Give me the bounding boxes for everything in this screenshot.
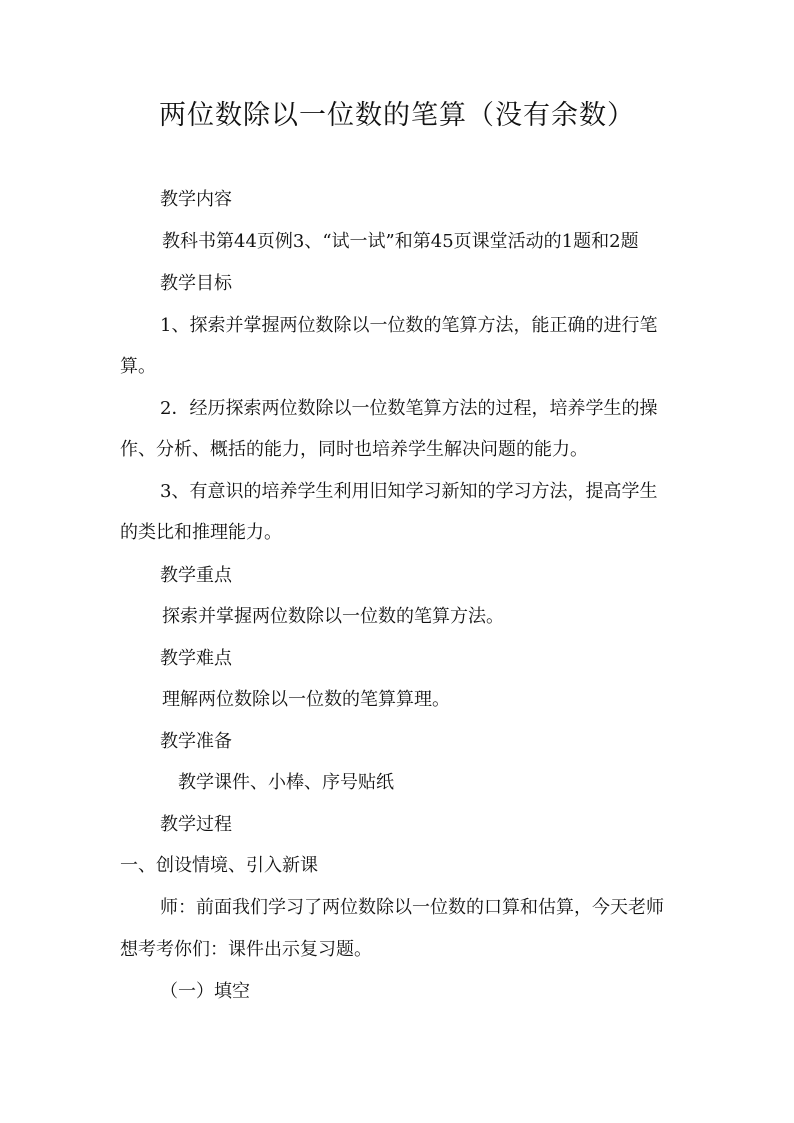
process-heading: 教学过程 xyxy=(160,814,232,835)
goal-1-line-2: 算。 xyxy=(120,356,156,377)
teacher-line-1: 师：前面我们学习了两位数除以一位数的口算和估算，今天老师 xyxy=(160,897,664,918)
goal-2-line-2: 作、分析、概括的能力，同时也培养学生解决问题的能力。 xyxy=(120,439,588,460)
teaching-content-heading: 教学内容 xyxy=(160,189,232,210)
goal-3-line-1: 3、有意识的培养学生利用旧知学习新知的学习方法，提高学生 xyxy=(160,481,658,502)
teacher-line-2: 想考考你们：课件出示复习题。 xyxy=(120,939,372,960)
section-1-heading: 一、创设情境、引入新课 xyxy=(120,855,318,876)
key-point-text: 探索并掌握两位数除以一位数的笔算方法。 xyxy=(162,606,504,627)
subsection-fill-blank: （一）填空 xyxy=(160,981,250,1002)
goal-1-line-1: 1、探索并掌握两位数除以一位数的笔算方法，能正确的进行笔 xyxy=(160,315,658,336)
goal-2-line-1: 2．经历探索两位数除以一位数笔算方法的过程，培养学生的操 xyxy=(160,398,658,419)
difficult-point-heading: 教学难点 xyxy=(160,648,232,669)
document-title: 两位数除以一位数的笔算（没有余数） xyxy=(159,100,635,131)
teaching-goals-heading: 教学目标 xyxy=(160,273,232,294)
teaching-content-text: 教科书第44页例3、“试一试”和第45页课堂活动的1题和2题 xyxy=(162,231,639,252)
goal-3-line-2: 的类比和推理能力。 xyxy=(120,522,282,543)
difficult-point-text: 理解两位数除以一位数的笔算算理。 xyxy=(162,689,450,710)
key-point-heading: 教学重点 xyxy=(160,565,232,586)
preparation-heading: 教学准备 xyxy=(160,731,232,752)
preparation-text: 教学课件、小棒、序号贴纸 xyxy=(178,772,394,793)
